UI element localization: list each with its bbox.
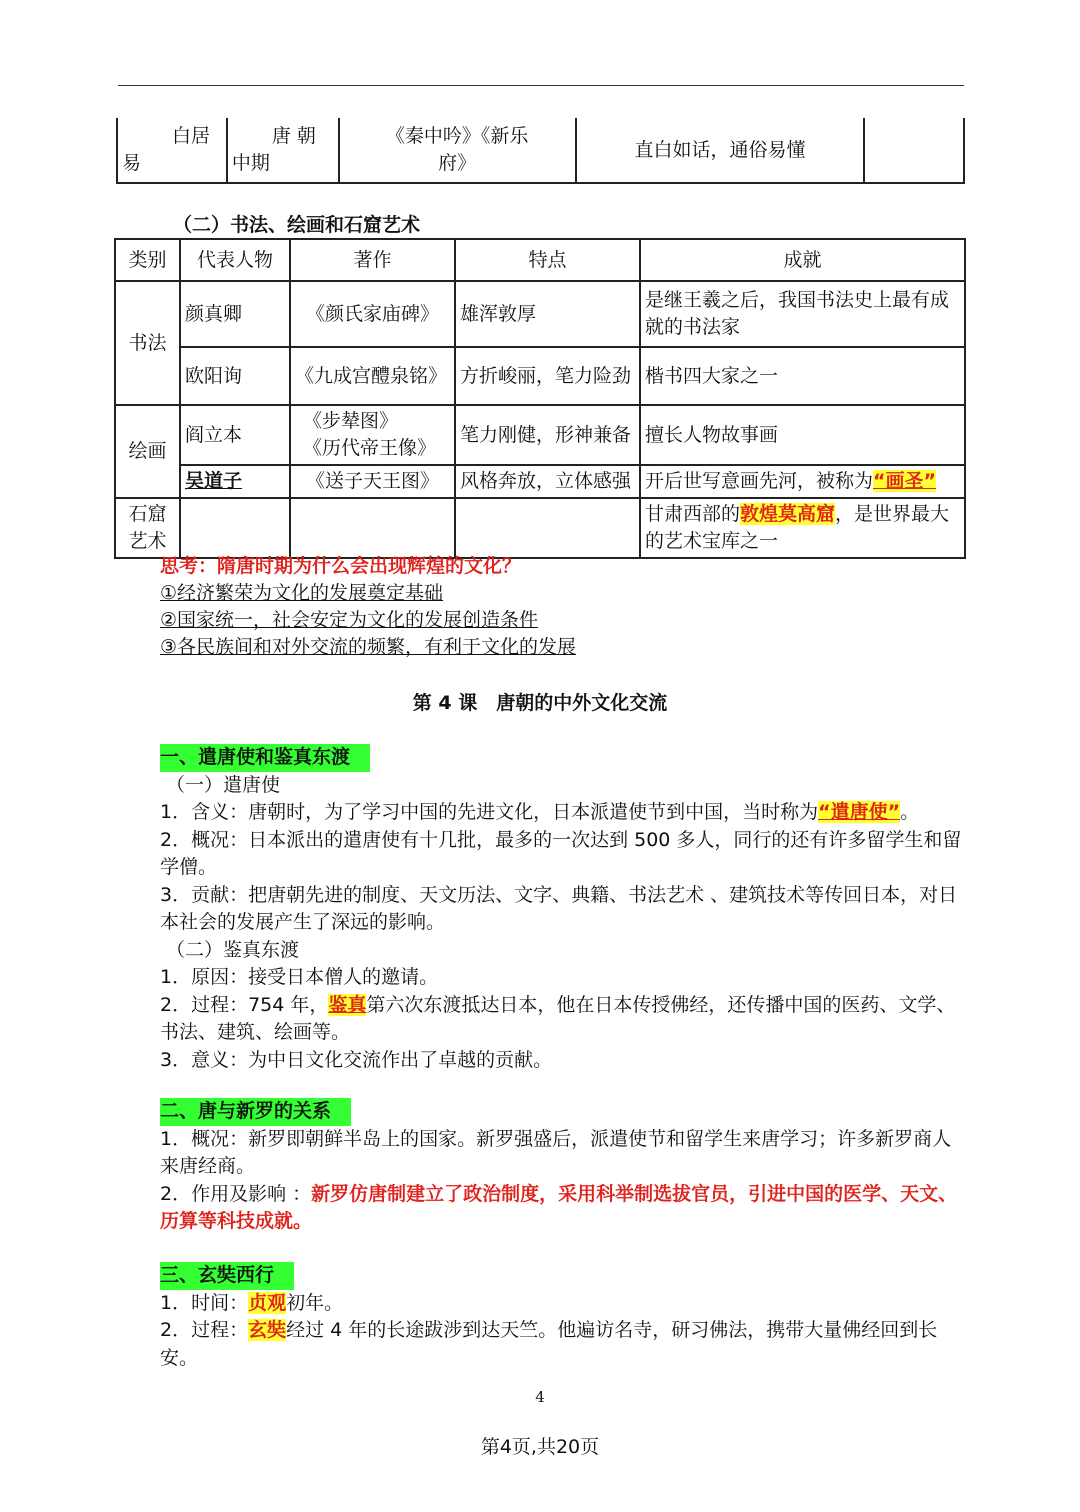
part1-line3: 3．贡献：把唐朝先进的制度、天文历法、文字、典籍、书法艺术 、建筑技术等传回日本，对日本社会的发展产生了深远的影响。 — [160, 883, 958, 933]
achievement-cell: 擅长人物故事画 — [640, 405, 965, 465]
part3-line1 — [160, 1290, 968, 1318]
line-text-2: 第六次东渡抵达日本，他在日本传授佛经，还传播中国的医药、文学、书法、建筑、绘画等。 — [160, 993, 956, 1043]
person-cell: 颜真卿 — [180, 281, 290, 347]
works-text-2: 府》 — [438, 152, 477, 174]
highlight-text: 玄奘 — [248, 1319, 287, 1341]
table-row — [117, 118, 964, 183]
period-cell — [227, 118, 339, 183]
achievement-text: 开后世写意画先河，被称为 — [645, 470, 874, 492]
highlight-text: 鉴真 — [328, 993, 367, 1016]
category-text: 石窟 — [128, 503, 167, 525]
work-cell: 《送子天王图》 — [290, 465, 455, 498]
table-row — [115, 281, 965, 347]
work-text: 《步辇图》 — [303, 410, 399, 432]
line-text-2: 初年。 — [286, 1291, 344, 1314]
category-cell — [115, 498, 180, 558]
part1-sub1: （一）遣唐使 — [166, 773, 281, 796]
part1-m1: 1．原因：接受日本僧人的邀请。 — [160, 966, 439, 988]
lesson-title: 第 4 课 唐朝的中外文化交流 — [412, 692, 668, 714]
extra-cell — [864, 118, 964, 183]
works-text: 《秦中吟》《新乐 — [385, 125, 529, 147]
feature-cell: 笔力刚健，形神兼备 — [455, 405, 640, 465]
part1-heading: 一、遣唐使和鉴真东渡 — [160, 744, 370, 772]
work-cell — [290, 405, 455, 465]
think-question: 思考：隋唐时期为什么会出现辉煌的文化？ — [160, 555, 522, 577]
part3-block — [160, 1262, 968, 1372]
feature-cell: 方折峻丽，笔力险劲 — [455, 347, 640, 405]
achievement-text-2: ，是世界最大的艺术宝库之一 — [645, 503, 950, 552]
literature-table-continued — [116, 118, 965, 184]
highlight-text: “遣唐使” — [818, 801, 901, 823]
works-cell — [339, 118, 576, 183]
think-answer-3: ③各民族间和对外交流的频繁，有利于文化的发展 — [160, 636, 577, 658]
person-name-emphasis: 吴道子 — [185, 470, 243, 492]
period-text-2: 中期 — [231, 152, 270, 174]
part1-line2: 2．概况：日本派出的遣唐使有十几批，最多的一次达到 500 多人，同行的还有许多留学生和留学僧。 — [160, 828, 962, 878]
line-text-2: 。 — [900, 801, 920, 823]
part2-block — [160, 1098, 968, 1236]
page-footer: 第4页,共20页 — [480, 1436, 600, 1458]
part3-line2 — [160, 1317, 968, 1372]
author-text: 白居 — [172, 125, 211, 147]
line-text: 1．时间： — [160, 1291, 249, 1314]
table-row — [115, 405, 965, 465]
part2-line2 — [160, 1181, 968, 1236]
table-row — [115, 347, 965, 405]
think-block — [160, 553, 576, 661]
empty-cell — [290, 498, 455, 558]
work-cell: 《颜氏家庙碑》 — [290, 281, 455, 347]
feature-cell: 直白如话，通俗易懂 — [576, 118, 865, 183]
achievement-cell — [640, 465, 965, 498]
person-cell: 欧阳询 — [180, 347, 290, 405]
art-table — [114, 238, 966, 559]
achievement-cell — [640, 498, 965, 558]
highlight-text: 贞观 — [248, 1291, 287, 1314]
think-answer-1: ①经济繁荣为文化的发展奠定基础 — [160, 582, 444, 604]
category-cell: 书法 — [115, 281, 180, 405]
achievement-cell: 是继王羲之后，我国书法史上最有成就的书法家 — [640, 281, 965, 347]
line-text: 2．作用及影响 ： — [160, 1182, 312, 1205]
header-rule — [118, 85, 964, 86]
part1-line1 — [160, 799, 968, 827]
feature-cell: 雄浑敦厚 — [455, 281, 640, 347]
period-text: 唐 朝 — [271, 125, 316, 147]
empty-cell — [180, 498, 290, 558]
header-cell: 类别 — [115, 239, 180, 281]
category-text-2: 艺术 — [128, 530, 167, 552]
header-cell: 特点 — [455, 239, 640, 281]
red-emphasis-text: 新罗仿唐制建立了政治制度，采用科举制选拔官员，引进中国的医学、天文、历算等科技成就。 — [160, 1182, 958, 1232]
part2-heading: 二、唐与新罗的关系 — [160, 1098, 351, 1126]
part2-line1: 1．概况：新罗即朝鲜半岛上的国家。新罗强盛后，派遣使节和留学生来唐学习；许多新罗商人来唐经商。 — [160, 1127, 952, 1177]
table-row — [115, 465, 965, 498]
highlight-text: 敦煌莫高窟 — [740, 503, 836, 525]
part3-heading: 三、玄奘西行 — [160, 1262, 294, 1290]
work-cell: 《九成宫醴泉铭》 — [290, 347, 455, 405]
part1-block — [160, 744, 968, 1074]
header-cell: 著作 — [290, 239, 455, 281]
line-text: 1．含义：唐朝时，为了学习中国的先进文化，日本派遣使节到中国，当时称为 — [160, 801, 819, 823]
highlight-text: “画圣” — [873, 470, 936, 492]
table-header-row — [115, 239, 965, 281]
achievement-cell: 楷书四大家之一 — [640, 347, 965, 405]
part1-m3: 3．意义：为中日文化交流作出了卓越的贡献。 — [160, 1048, 553, 1071]
part1-sub2: （二）鉴真东渡 — [166, 938, 300, 961]
line-text: 2．过程： — [160, 1319, 249, 1341]
achievement-text: 甘肃西部的 — [645, 503, 741, 525]
author-text-2: 易 — [122, 152, 142, 174]
page-number: 4 — [535, 1388, 545, 1406]
feature-cell: 风格奔放，立体感强 — [455, 465, 640, 498]
header-cell: 代表人物 — [180, 239, 290, 281]
work-text-2: 《历代帝王像》 — [303, 437, 437, 459]
line-text: 2．过程：754 年， — [160, 993, 329, 1016]
author-cell — [117, 118, 227, 183]
table-row — [115, 498, 965, 558]
person-cell: 阎立本 — [180, 405, 290, 465]
person-cell — [180, 465, 290, 498]
think-answer-2: ②国家统一，社会安定为文化的发展创造条件 — [160, 609, 539, 631]
category-cell: 绘画 — [115, 405, 180, 498]
part1-m2 — [160, 992, 968, 1047]
empty-cell — [455, 498, 640, 558]
header-cell: 成就 — [640, 239, 965, 281]
line-text-2: 经过 4 年的长途跋涉到达天竺。他遍访名寺，研习佛法，携带大量佛经回到长安。 — [160, 1319, 938, 1369]
section-heading: （二）书法、绘画和石窟艺术 — [173, 214, 421, 236]
